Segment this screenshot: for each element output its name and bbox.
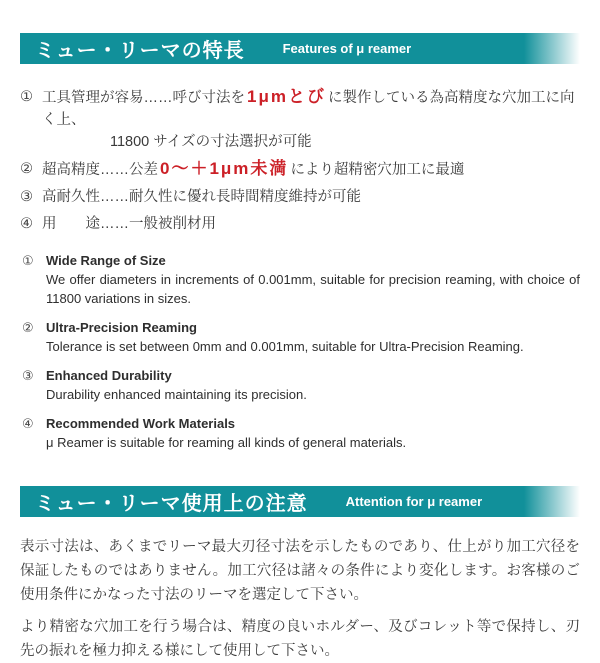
item-description: μ Reamer is suitable for reaming all kinds of general materials. <box>46 435 407 450</box>
item-number: ② <box>22 320 34 335</box>
features-header-bar <box>20 33 580 64</box>
features-list-english <box>20 251 580 452</box>
list-item <box>20 414 580 452</box>
item-description: Tolerance is set between 0mm and 0.001mm, suitable for Ultra-Precision Reaming. <box>46 339 524 354</box>
features-title-jp: ミュー・リーマの特長 <box>35 40 245 62</box>
item-text <box>46 251 580 308</box>
list-item <box>20 366 580 404</box>
attention-title-en: Attention for μ reamer <box>345 494 483 509</box>
item-text <box>42 158 580 181</box>
item-title: Wide Range of Size <box>46 253 166 268</box>
features-title-en: Features of μ reamer <box>282 41 412 56</box>
list-item <box>20 158 580 181</box>
item-text <box>46 318 580 356</box>
attention-title-jp: ミュー・リーマ使用上の注意 <box>35 493 308 515</box>
item-text: 高耐久性……耐久性に優れ長時間精度維持が可能 <box>42 189 361 205</box>
item-highlight: 1μmとび <box>247 87 326 106</box>
item-text: 用 途……一般被削材用 <box>42 216 216 232</box>
section-features <box>20 33 580 452</box>
item-number: ④ <box>22 416 34 431</box>
item-number: ② <box>20 161 33 177</box>
item-number: ④ <box>20 216 33 232</box>
item-description: We offer diameters in increments of 0.001mm, suitable for precision reaming, with choice of 11800 variations in sizes. <box>46 272 580 306</box>
item-highlight: 0～＋1μm未満 <box>160 159 289 178</box>
item-title: Recommended Work Materials <box>46 416 236 431</box>
features-list-japanese <box>20 86 580 235</box>
item-text <box>42 86 580 153</box>
attention-header-bar <box>20 486 580 517</box>
list-item <box>20 213 580 235</box>
list-item <box>20 251 580 308</box>
item-text <box>46 414 580 452</box>
item-description: Durability enhanced maintaining its precision. <box>46 387 307 402</box>
item-number: ③ <box>20 189 33 205</box>
item-text <box>46 366 580 404</box>
item-text-post: により超精密穴加工に最適 <box>290 162 465 178</box>
section-attention <box>20 486 580 663</box>
list-item <box>20 186 580 208</box>
item-text-line2: 11800 サイズの寸法選択が可能 <box>110 134 312 150</box>
attention-paragraph: より精密な穴加工を行う場合は、精度の良いホルダー、及びコレット等で保持し、刃先の振れを極力抑える様にして使用して下さい。 <box>20 619 580 659</box>
item-title: Ultra-Precision Reaming <box>46 320 197 335</box>
item-number: ① <box>20 89 33 105</box>
item-text-pre: 工具管理が容易……呼び寸法を <box>42 90 245 106</box>
item-title: Enhanced Durability <box>46 368 172 383</box>
attention-paragraph: 表示寸法は、あくまでリーマ最大刃径寸法を示したものであり、仕上がり加工穴径を保証したものではありません。加工穴径は諸々の条件により変化します。お客様のご使用条件にかなった寸法のリーマを選定して下さい。 <box>20 539 580 603</box>
list-item <box>20 318 580 356</box>
list-item <box>20 86 580 153</box>
item-number: ① <box>22 253 34 268</box>
item-number: ③ <box>22 368 34 383</box>
item-text-post: に製作している為高精度な穴加工に向く上、 <box>42 90 575 128</box>
item-text-pre: 超高精度……公差 <box>42 162 158 178</box>
